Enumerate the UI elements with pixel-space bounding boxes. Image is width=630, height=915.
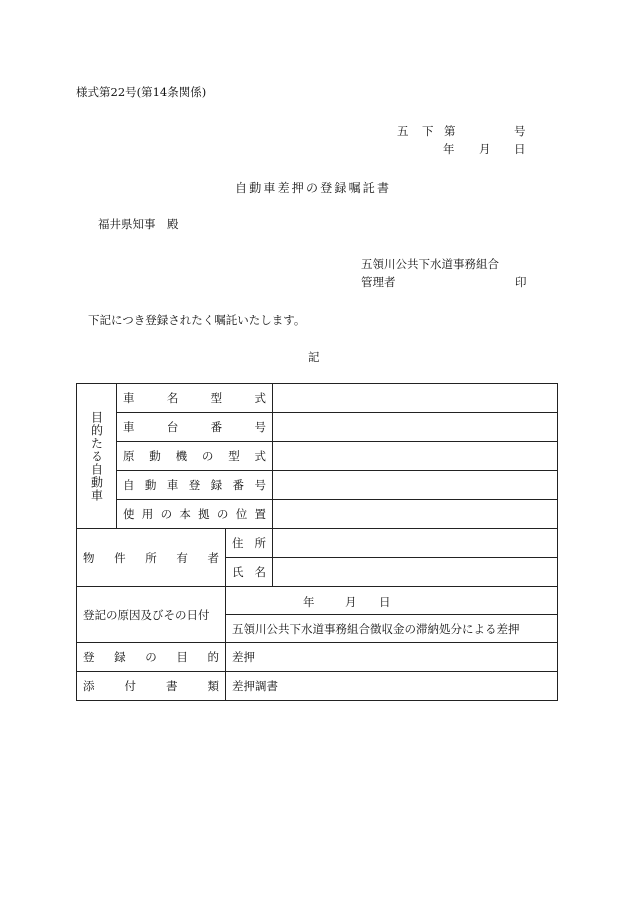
vehicle-label-cell: [117, 471, 273, 500]
doc-number-prefix-1: 五: [397, 124, 409, 138]
document-title: 自動車差押の登録嘱託書: [235, 181, 392, 195]
table-row: [77, 587, 558, 615]
table-row: [77, 384, 558, 413]
label-owner: 物 件 所 有 者: [83, 550, 219, 565]
doc-number-dai: 第: [444, 124, 456, 138]
attach-value[interactable]: 差押調書: [226, 672, 558, 701]
table-row: [77, 643, 558, 672]
date-month: 月: [479, 142, 491, 156]
cause-date-day: 日: [379, 594, 391, 609]
vehicle-group-cell: [77, 384, 117, 529]
table-row: [77, 442, 558, 471]
owner-name-value[interactable]: [273, 558, 558, 587]
owner-address-label-cell: [226, 529, 273, 558]
vehicle-label-cell: [117, 500, 273, 529]
table-row: [77, 500, 558, 529]
label-attachments: 添 付 書 類: [83, 679, 219, 693]
table-row: [77, 471, 558, 500]
label-chassis-number: 車 台 番 号: [123, 420, 266, 434]
form-number: 様式第22号(第14条関係): [76, 85, 207, 99]
engine-type-value[interactable]: [273, 442, 558, 471]
label-purpose: 登 録 の 目 的: [83, 650, 219, 664]
ki-heading: 記: [308, 350, 320, 364]
owner-label-cell: [77, 529, 226, 587]
vehicle-label-cell: [117, 442, 273, 471]
sender-org: 五領川公共下水道事務組合: [361, 257, 499, 271]
seal-mark: 印: [515, 275, 527, 289]
table-row: [77, 413, 558, 442]
label-address: 住 所: [232, 536, 266, 550]
date-year: 年: [443, 142, 455, 156]
car-model-value[interactable]: [273, 384, 558, 413]
registration-table: [76, 383, 558, 701]
label-car-model: 車 名 型 式: [123, 391, 266, 405]
cause-date-month: 月: [345, 594, 357, 609]
vehicle-label-cell: [117, 384, 273, 413]
doc-number-prefix-2: 下: [422, 124, 434, 138]
vehicle-label-cell: [117, 413, 273, 442]
base-location-value[interactable]: [273, 500, 558, 529]
label-registration-number: 自 動 車 登 録 番 号: [123, 478, 266, 492]
date-day: 日: [514, 142, 526, 156]
owner-address-value[interactable]: [273, 529, 558, 558]
purpose-value[interactable]: 差押: [226, 643, 558, 672]
table-row: [77, 672, 558, 701]
addressee: 福井県知事 殿: [98, 217, 179, 231]
cause-text-cell[interactable]: 五領川公共下水道事務組合徴収金の滞納処分による差押: [226, 615, 558, 643]
chassis-number-value[interactable]: [273, 413, 558, 442]
registration-number-value[interactable]: [273, 471, 558, 500]
doc-number-go: 号: [514, 124, 526, 138]
label-base-location: 使 用 の 本 拠 の 位 置: [123, 507, 266, 521]
cause-date-cell[interactable]: [226, 587, 558, 615]
table-row: [77, 529, 558, 558]
label-name: 氏 名: [232, 565, 266, 579]
vehicle-group-label: 目的たる自動車: [89, 410, 104, 502]
attach-label-cell: [77, 672, 226, 701]
owner-name-label-cell: [226, 558, 273, 587]
label-engine-type: 原 動 機 の 型 式: [123, 449, 266, 463]
cause-label-cell: 登記の原因及びその日付: [77, 587, 226, 643]
cause-date-year: 年: [303, 594, 315, 609]
sender-title: 管理者: [361, 275, 396, 289]
intro-text: 下記につき登録されたく嘱託いたします。: [88, 313, 306, 327]
purpose-label-cell: [77, 643, 226, 672]
